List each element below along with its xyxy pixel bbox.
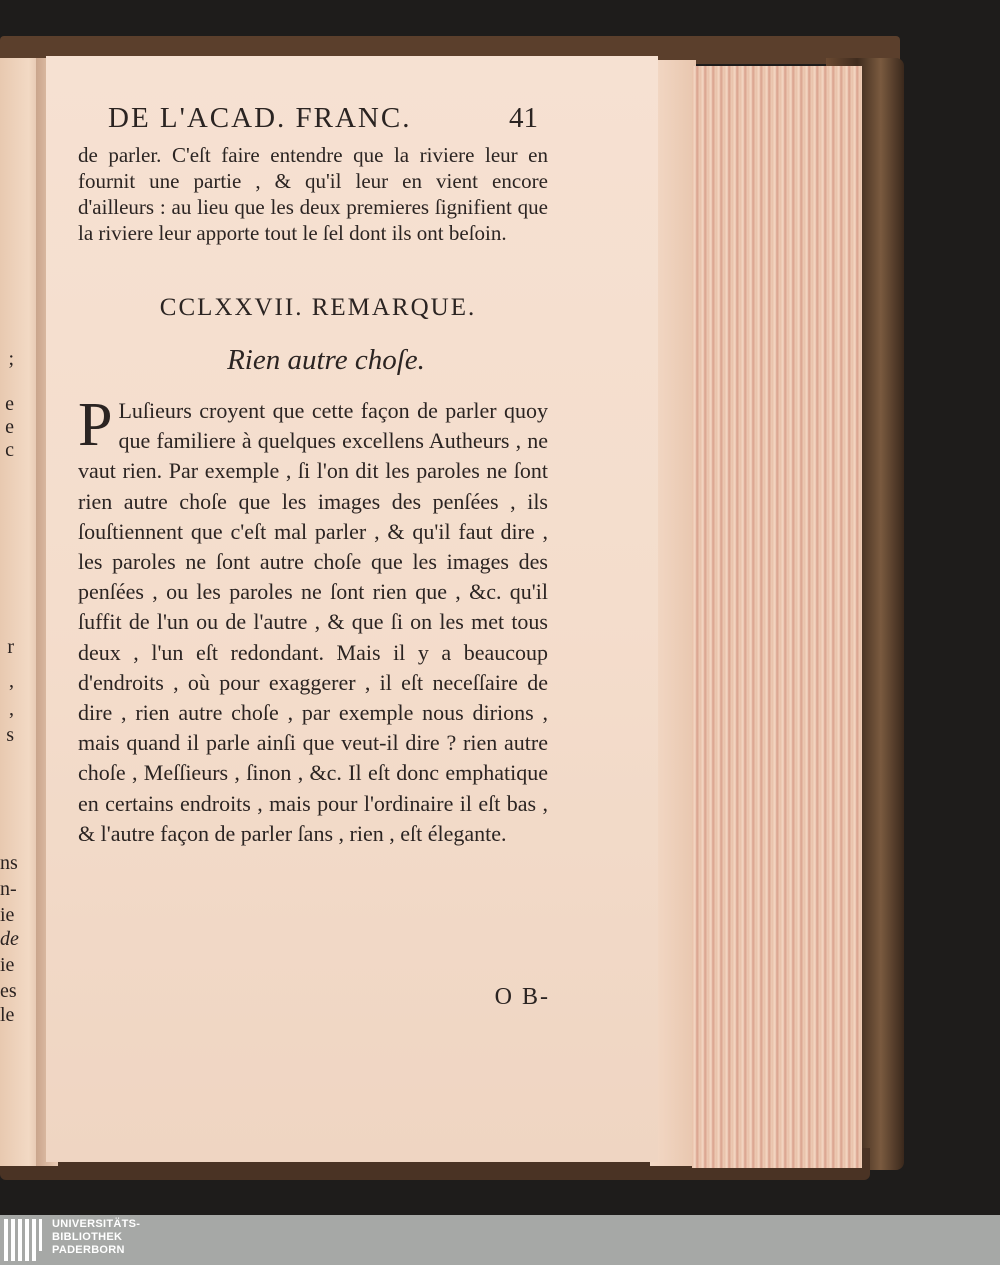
logo-line: UNIVERSITÄTS-: [52, 1218, 141, 1230]
left-edge-glyph: de: [0, 928, 19, 950]
left-edge-glyph: e: [5, 416, 14, 438]
page-stack-edges: [692, 66, 862, 1168]
library-logo-text: [52, 1218, 140, 1257]
section-subtitle: Rien autre choſe.: [227, 344, 425, 376]
drop-cap: P: [78, 391, 113, 459]
remark-paragraph: [78, 391, 548, 849]
left-edge-glyph: s: [6, 724, 14, 746]
left-edge-glyph: r: [7, 636, 14, 658]
right-page: [46, 56, 658, 1162]
left-edge-glyph: ie: [0, 904, 15, 926]
left-edge-glyph: c: [5, 439, 14, 461]
left-edge-glyph: n-: [0, 878, 17, 900]
opening-text: de parler. C'eſt faire entendre que la riviere leur en fournit une partie , & qu'il leur en vient encore d'ailleurs : au lieu que les deux premieres ſignifient que la riviere leur apporte tout le ſel dont ils ont beſoin.: [78, 143, 548, 245]
left-edge-glyph: ns: [0, 852, 18, 874]
page-number: 41: [509, 102, 538, 134]
left-edge-glyph: e: [5, 393, 14, 415]
opening-paragraph: [78, 142, 548, 246]
logo-line: PADERBORN: [52, 1244, 125, 1256]
section-title: CCLXXVII. REMARQUE.: [159, 294, 477, 321]
running-head: [108, 102, 538, 135]
library-footer: [0, 1215, 1000, 1265]
left-edge-glyph: ;: [8, 348, 14, 370]
running-head-text: DE L'ACAD. FRANC.: [108, 102, 412, 134]
remark-body-text: Luſieurs croyent que cette façon de parler quoy que familiere à quelques excellens Autheurs , ne vaut rien. Par exemple , ſi l'on dit les paroles ne ſont rien autre choſe que les images des penſées , ils ſouſtiennent que c'eſt mal parler , & qu'il faut dire , les paroles ne ſont autre choſe que les images des penſées , ou les paroles ne ſont rien que , &c. qu'il ſuffit de l'un ou de l'autre , & que ſi on les met tous deux , l'un eſt redondant. Mais il y a beaucoup d'endroits , où pour exaggerer , il eſt neceſſaire de dire , rien autre choſe , par exemple nous dirions , mais quand il parle ainſi que veut-il dire ? rien autre choſe , Meſſieurs , ſinon , &c. Il eſt donc emphatique en certains endroits , mais pour l'ordinaire il eſt bas , & l'autre façon de parler ſans , rien , eſt élegante.: [78, 398, 548, 846]
logo-line: BIBLIOTHEK: [52, 1231, 123, 1243]
library-logo-icon: [4, 1219, 42, 1261]
left-edge-glyph: es: [0, 980, 17, 1002]
left-edge-glyph: ,: [9, 698, 14, 720]
left-edge-glyph: le: [0, 1004, 15, 1026]
catchword: O B-: [494, 984, 550, 1010]
left-edge-glyph: ,: [9, 670, 14, 692]
left-edge-glyph: ie: [0, 954, 15, 976]
